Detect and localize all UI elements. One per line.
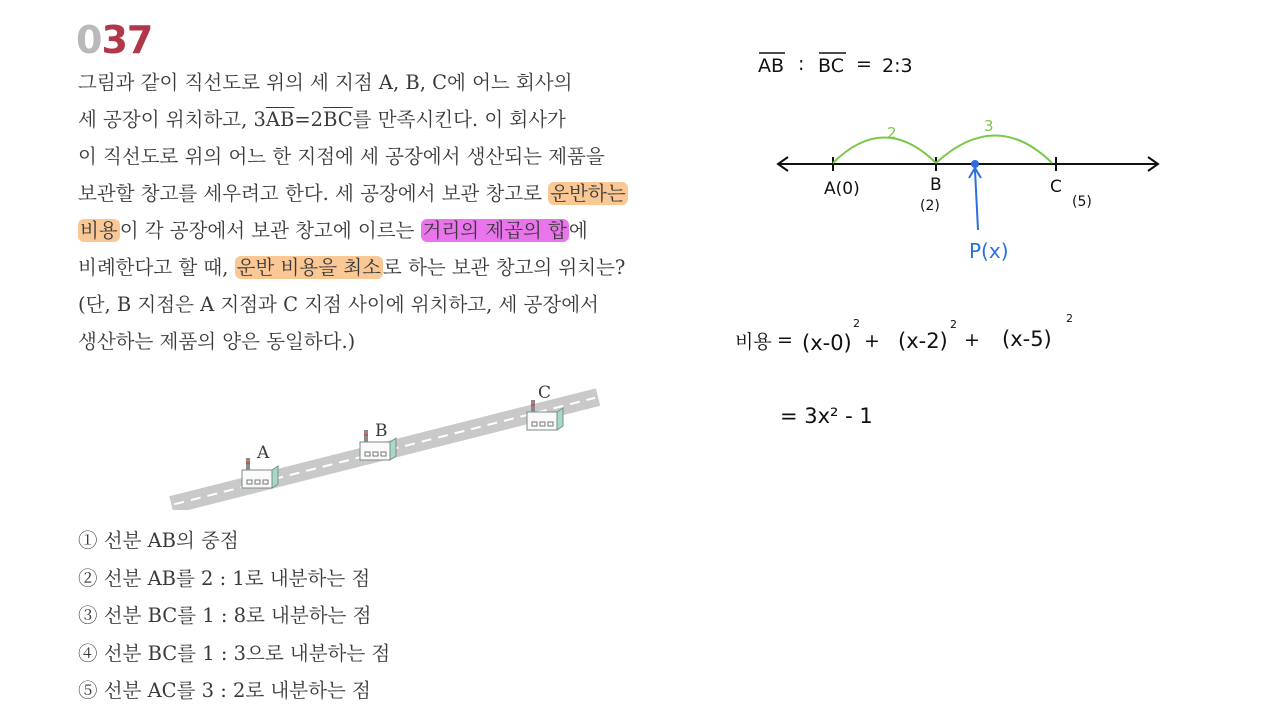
term-1: (x-0) <box>802 331 852 355</box>
text-span: 생산하는 제품의 양은 동일하다.) <box>78 330 356 353</box>
arc-ab <box>833 138 936 164</box>
choice-5[interactable]: ⑤ 선분 AC를 3 : 2로 내분하는 점 <box>78 679 371 702</box>
plus-1: + <box>864 330 880 352</box>
ratio-value: 2:3 <box>882 55 913 77</box>
text-span: (단, B 지점은 A 지점과 C 지점 사이에 위치하고, 세 공장에서 <box>78 293 599 316</box>
point-a-label: A(0) <box>824 179 860 199</box>
problem-number-main: 37 <box>101 18 153 62</box>
handwritten-notes <box>640 0 1280 720</box>
text-span: 보관할 창고를 세우려고 한다. 세 공장에서 보관 창고로 <box>78 182 549 205</box>
cost-label: 비용 <box>735 331 772 353</box>
choice-4[interactable]: ④ 선분 BC를 1 : 3으로 내분하는 점 <box>78 641 391 665</box>
label-c: C <box>538 383 552 403</box>
text-span: 그림과 같이 직선도로 위의 세 지점 A, B, C에 어느 회사의 <box>78 71 573 94</box>
point-p-label: P(x) <box>969 239 1009 263</box>
segment-notation: $\overline{AB}$ <box>265 108 295 131</box>
term-1-exp: 2 <box>853 317 860 330</box>
choice-2[interactable]: ② 선분 AB를 2 : 1로 내분하는 점 <box>78 566 371 590</box>
problem-line <box>78 138 698 175</box>
problem-line <box>78 323 698 360</box>
highlight-magenta: 거리의 제곱의 합 <box>422 219 567 242</box>
ratio-ab: AB <box>758 55 785 77</box>
plus-2: + <box>964 329 980 351</box>
term-3: (x-5) <box>1002 327 1052 351</box>
problem-number-prefix: 0 <box>76 18 102 62</box>
text-span: 세 공장이 위치하고, 3 <box>78 108 266 131</box>
label-a: A <box>257 443 270 463</box>
choice-3[interactable]: ③ 선분 BC를 1 : 8로 내분하는 점 <box>78 604 372 627</box>
point-c-value: (5) <box>1072 194 1092 210</box>
problem-line <box>78 101 698 138</box>
text-span: 이 각 공장에서 보관 창고에 이르는 <box>119 219 421 242</box>
problem-line <box>78 249 698 286</box>
choice-1[interactable]: ① 선분 AB의 중점 <box>78 529 239 552</box>
point-c-label: C <box>1050 177 1062 197</box>
term-2-exp: 2 <box>950 318 957 331</box>
term-2: (x-2) <box>898 329 948 353</box>
cost-expression <box>735 312 1073 428</box>
arc-label-3: 3 <box>984 117 994 135</box>
text-span: 이 직선도로 위의 어느 한 지점에 세 공장에서 생산되는 제품을 <box>78 145 605 168</box>
problem-text <box>78 64 698 360</box>
ratio-colon: : <box>798 53 805 75</box>
text-span: 에 <box>568 219 588 242</box>
point-b-label: B <box>930 175 942 195</box>
arc-bc <box>936 136 1052 164</box>
highlight-orange: 비용 <box>80 219 118 242</box>
point-b-value: (2) <box>920 198 940 214</box>
text-span: 로 하는 보관 창고의 위치는? <box>382 256 626 279</box>
problem-line <box>78 286 698 323</box>
problem-number <box>76 18 152 62</box>
label-b: B <box>375 421 388 441</box>
answer-choices <box>78 522 390 710</box>
segment-notation: $\overline{BC}$ <box>323 108 353 131</box>
problem-line <box>78 175 698 212</box>
text-span: 를 만족시킨다. 이 회사가 <box>352 108 566 131</box>
text-span: 비례한다고 할 때, <box>78 256 235 279</box>
highlight-orange: 운반 비용을 최소 <box>236 256 381 279</box>
p-pointer-line <box>975 170 978 230</box>
arc-label-2: 2 <box>887 124 897 142</box>
highlight-orange: 운반하는 <box>550 182 626 205</box>
problem-line <box>78 212 698 249</box>
ratio-note <box>758 53 913 77</box>
cost-equals: = <box>777 329 793 351</box>
problem-line <box>78 64 698 101</box>
ratio-equals: = <box>856 53 872 75</box>
text-span: =2 <box>294 108 324 131</box>
road-figure <box>160 380 610 510</box>
number-line <box>778 117 1158 263</box>
ratio-bc: BC <box>818 55 844 77</box>
cost-result: = 3x² - 1 <box>780 404 873 428</box>
term-3-exp: 2 <box>1066 312 1073 325</box>
